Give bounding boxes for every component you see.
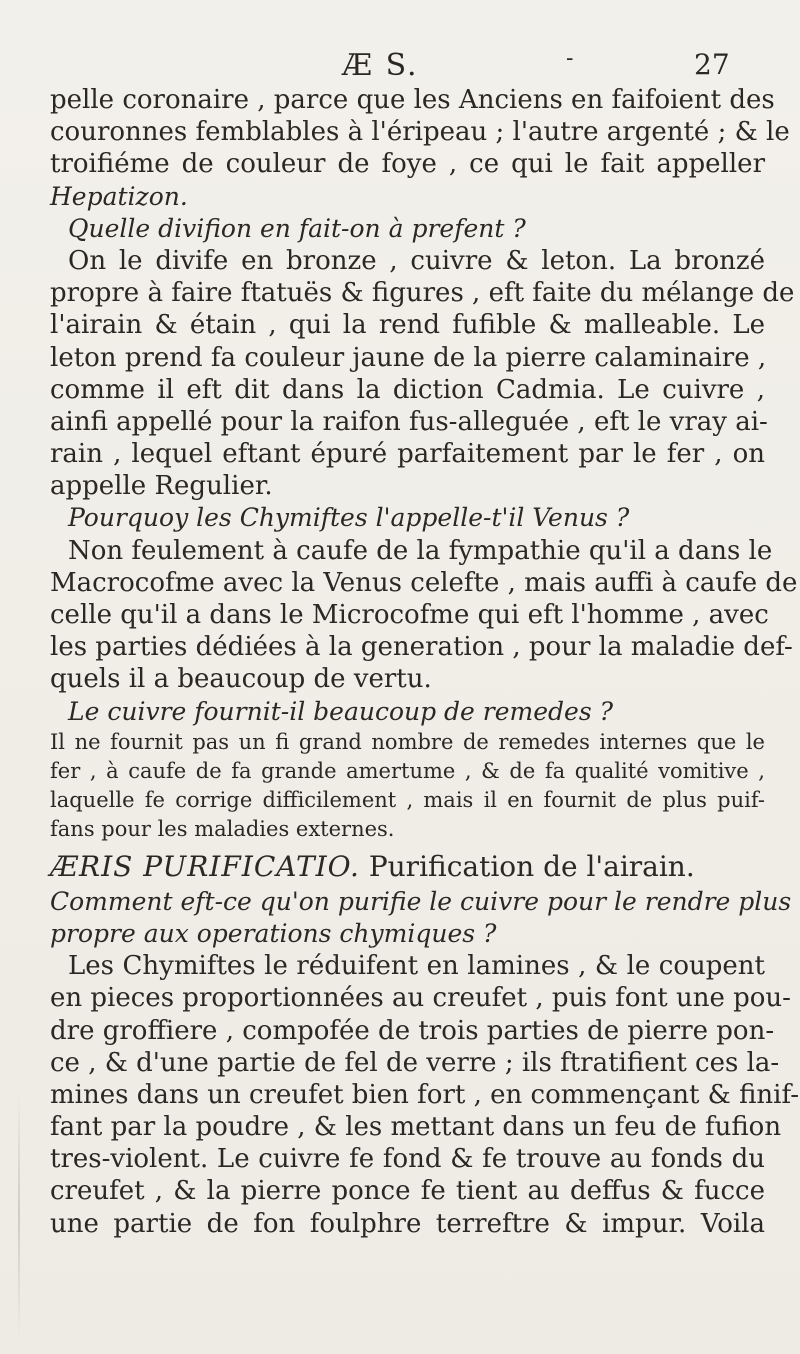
answer-line-small: fans pour les maladies externes. [50,816,395,841]
question-line: Comment eft-ce qu'on purifie le cuivre pour le rendre plus [50,886,792,916]
answer-line-small: fer , à caufe de fa grande amertume , & de fa qualité vomitive , [50,758,765,783]
answer-line-small: laquelle fe corrige difficilement , mais il en fournit de plus puif- [50,787,765,812]
section-heading-french: Purification de l'airain. [368,849,695,883]
text-line: appelle Regulier. [50,471,273,502]
text-line: comme il eft dit dans la diction Cadmia. Le cuivre , [50,374,765,405]
paper-fold-shadow [18,1090,20,1340]
text-line: Les Chymiftes le réduifent en lamines , & le coupent [68,951,765,982]
question-line: Le cuivre fournit-il beaucoup de remedes ? [68,696,614,726]
text-line: Non feulement à caufe de la fympathie qu'il a dans le [68,535,773,566]
text-line: leton prend fa couleur jaune de la pierre calaminaire , [50,342,767,373]
text-line: dre groffiere , compofée de trois parties de pierre pon- [50,1015,775,1046]
header-mark: - [566,46,574,71]
text-line: ce , & d'une partie de fel de verre ; ils ftratifient ces la- [50,1047,780,1078]
text-line: Hepatizon. [50,181,188,211]
text-line: Macrocofme avec la Venus celefte , mais auffi à caufe de [50,567,798,598]
section-heading-latin: ÆRIS PURIFICATIO. [50,849,360,883]
question-line: Pourquoy les Chymiftes l'appelle-t'il Venus ? [68,503,630,533]
text-line: celle qu'il a dans le Microcofme qui eft l'homme , avec [50,600,769,630]
text-line: tres-violent. Le cuivre fe fond & fe trouve au fonds du [50,1144,765,1175]
header-title: Æ S. [342,48,419,83]
text-line: pelle coronaire , parce que les Anciens en faifoient des [50,85,775,115]
text-line: creufet , & la pierre ponce fe tient au deffus & fucce [50,1176,765,1207]
text-line: mines dans un creufet bien fort , en commençant & finif- [50,1079,799,1110]
running-header [0,48,800,88]
text-line: une partie de fon foulphre terreftre & impur. Voila [50,1208,765,1239]
section-heading [50,848,765,886]
text-line: l'airain & étain , qui la rend fufible & malleable. Le [50,310,765,341]
answer-line-small: Il ne fournit pas un fi grand nombre de remedes internes que le [50,729,765,754]
question-line: Quelle divifion en fait-on à prefent ? [68,213,526,243]
text-line: couronnes femblables à l'éripeau ; l'autre argenté ; & le [50,117,790,148]
text-line: propre à faire ftatuës & figures , eft faite du mélange de [50,278,795,309]
text-line: les parties dédiées à la generation , pour la maladie def- [50,632,793,663]
text-line: rain , lequel eftant épuré parfaitement par le fer , on [50,439,765,470]
page-number: 27 [694,48,730,81]
text-line: quels il a beaucoup de vertu. [50,664,432,695]
body-text [50,84,799,1240]
text-line: en pieces proportionnées au creufet , puis font une pou- [50,983,791,1014]
text-line: On le divife en bronze , cuivre & leton. La bronzé [68,245,765,276]
text-line: fant par la poudre , & les mettant dans un feu de fufion [50,1112,782,1143]
text-line: troifiéme de couleur de foye , ce qui le fait appeller [50,149,765,180]
text-line: ainfi appellé pour la raifon fus-alleguée , eft le vray ai- [50,406,768,437]
question-line: propre aux operations chymiques ? [50,918,497,948]
